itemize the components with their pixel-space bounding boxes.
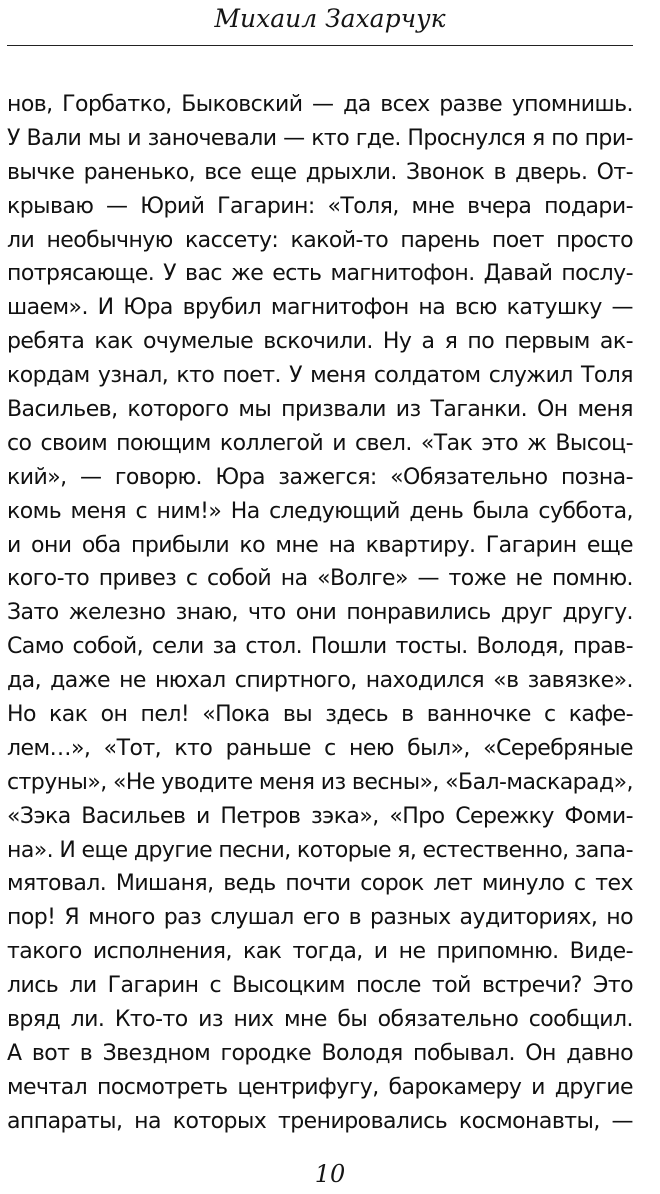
text-line: мечтал посмотреть центрифугу, барокамеру и другие <box>7 1074 633 1100</box>
text-line: аппараты, на которых тренировались космонавты, — <box>7 1108 633 1134</box>
text-line: крываю — Юрий Гагарин: «Толя, мне вчера подари- <box>7 193 633 219</box>
text-line: лем…», «Тот, кто раньше с нею был», «Серебряные <box>7 735 633 761</box>
text-line: мятовал. Мишаня, ведь почти сорок лет минуло с тех <box>7 871 633 897</box>
text-line: А вот в Звездном городке Володя побывал. Он давно <box>7 1040 633 1066</box>
text-line: У Вали мы и заночевали — кто где. Проснулся я по при- <box>7 125 633 151</box>
text-line: кий», — говорю. Юра зажегся: «Обязательно позна- <box>7 464 633 490</box>
text-line: пор! Я много раз слушал его в разных аудиториях, но <box>7 905 633 931</box>
running-head-author: Михаил Захарчук <box>214 4 446 33</box>
text-line: лись ли Гагарин с Высоцким после той встречи? Это <box>7 973 633 999</box>
text-line: «Зэка Васильев и Петров зэка», «Про Сережку Фоми- <box>7 803 633 829</box>
text-line: Само собой, сели за стол. Пошли тосты. Володя, прав- <box>7 634 633 660</box>
text-line: струны», «Не уводите меня из весны», «Бал-маскарад», <box>7 769 633 795</box>
header-rule <box>7 45 633 46</box>
text-line: да, даже не нюхал спиртного, находился «в завязке». <box>7 668 633 694</box>
text-line: кордам узнал, кто поет. У меня солдатом служил Толя <box>7 363 633 389</box>
text-line: ребята как очумелые вскочили. Ну а я по первым ак- <box>7 329 633 355</box>
text-line: комь меня с ним!» На следующий день была суббота, <box>7 498 633 524</box>
text-line: ли необычную кассету: какой-то парень поет просто <box>7 227 633 253</box>
text-line: нов, Горбатко, Быковский — да всех разве упомнишь. <box>7 92 633 117</box>
text-line: кого-то привез с собой на «Волге» — тоже не помню. <box>7 566 633 592</box>
text-line: потрясающе. У вас же есть магнитофон. Давай послу- <box>7 261 633 287</box>
text-line: и они оба прибыли ко мне на квартиру. Гагарин еще <box>7 532 633 558</box>
body-text <box>7 88 633 1139</box>
text-line: такого исполнения, как тогда, и не припомню. Виде- <box>7 939 633 965</box>
text-line: шаем». И Юра врубил магнитофон на всю катушку — <box>7 295 633 321</box>
text-line: Зато железно знаю, что они понравились друг другу. <box>7 600 633 626</box>
text-line: Васильев, которого мы призвали из Таганки. Он меня <box>7 397 633 423</box>
text-line: вычке раненько, все еще дрыхли. Звонок в дверь. От- <box>7 159 633 185</box>
text-line: со своим поющим коллегой и свел. «Так это ж Высоц- <box>7 430 633 456</box>
text-line: Но как он пел! «Пока вы здесь в ванночке с кафе- <box>7 702 633 728</box>
text-line: на». И еще другие песни, которые я, естественно, запа- <box>7 837 633 863</box>
text-line: вряд ли. Кто-то из них мне бы обязательно сообщил. <box>7 1007 633 1033</box>
page-number: 10 <box>314 1160 346 1188</box>
